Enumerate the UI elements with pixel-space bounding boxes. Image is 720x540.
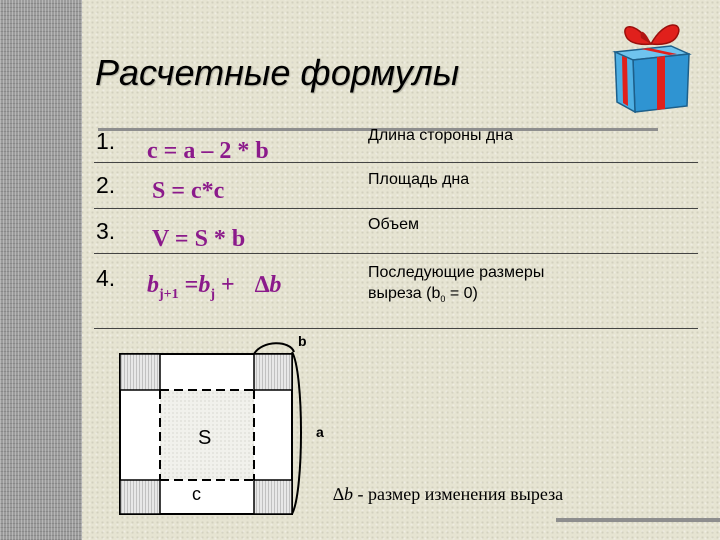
label-b: b	[298, 333, 307, 349]
row-4-number: 4.	[96, 265, 116, 291]
label-a: a	[316, 424, 324, 440]
row-2-description: Площадь дна	[368, 171, 470, 188]
row-4-formula: $b_{j+1} =b_j + \Delta b$	[147, 272, 282, 302]
row-3-description: Объем	[368, 216, 419, 233]
label-s: S	[198, 427, 212, 449]
delta-b-note: ∆b - размер изменения выреза	[333, 484, 564, 504]
table-row-divider	[94, 208, 698, 209]
row-1-number: 1.	[96, 128, 116, 154]
corner-cutout	[120, 354, 160, 390]
footer-divider	[556, 518, 720, 522]
gift-box-icon	[605, 14, 697, 114]
dimension-a	[292, 352, 301, 514]
corner-cutout	[254, 354, 292, 390]
row-1-description: Длина стороны дна	[368, 127, 513, 144]
row-4-description: Последующие размеры выреза $(b_0 = 0)$	[368, 264, 545, 305]
corner-cutout	[254, 480, 292, 514]
table-bottom-border	[94, 328, 698, 329]
row-1-formula: c = a – 2 * b	[147, 138, 269, 164]
delta-symbol: ∆	[254, 272, 270, 298]
row-2-formula: S = c*c	[152, 178, 225, 204]
table-row-divider	[94, 253, 698, 254]
page-title: Расчетные формулы	[95, 52, 460, 93]
row-3-number: 3.	[96, 218, 116, 244]
row-2-number: 2.	[96, 172, 116, 198]
dimension-b	[254, 343, 294, 354]
label-c: c	[192, 484, 201, 504]
box-cutout-diagram	[112, 332, 328, 522]
corner-cutout	[120, 480, 160, 514]
decorative-left-stripe	[0, 0, 82, 540]
row-3-formula: V = S * b	[152, 226, 246, 252]
